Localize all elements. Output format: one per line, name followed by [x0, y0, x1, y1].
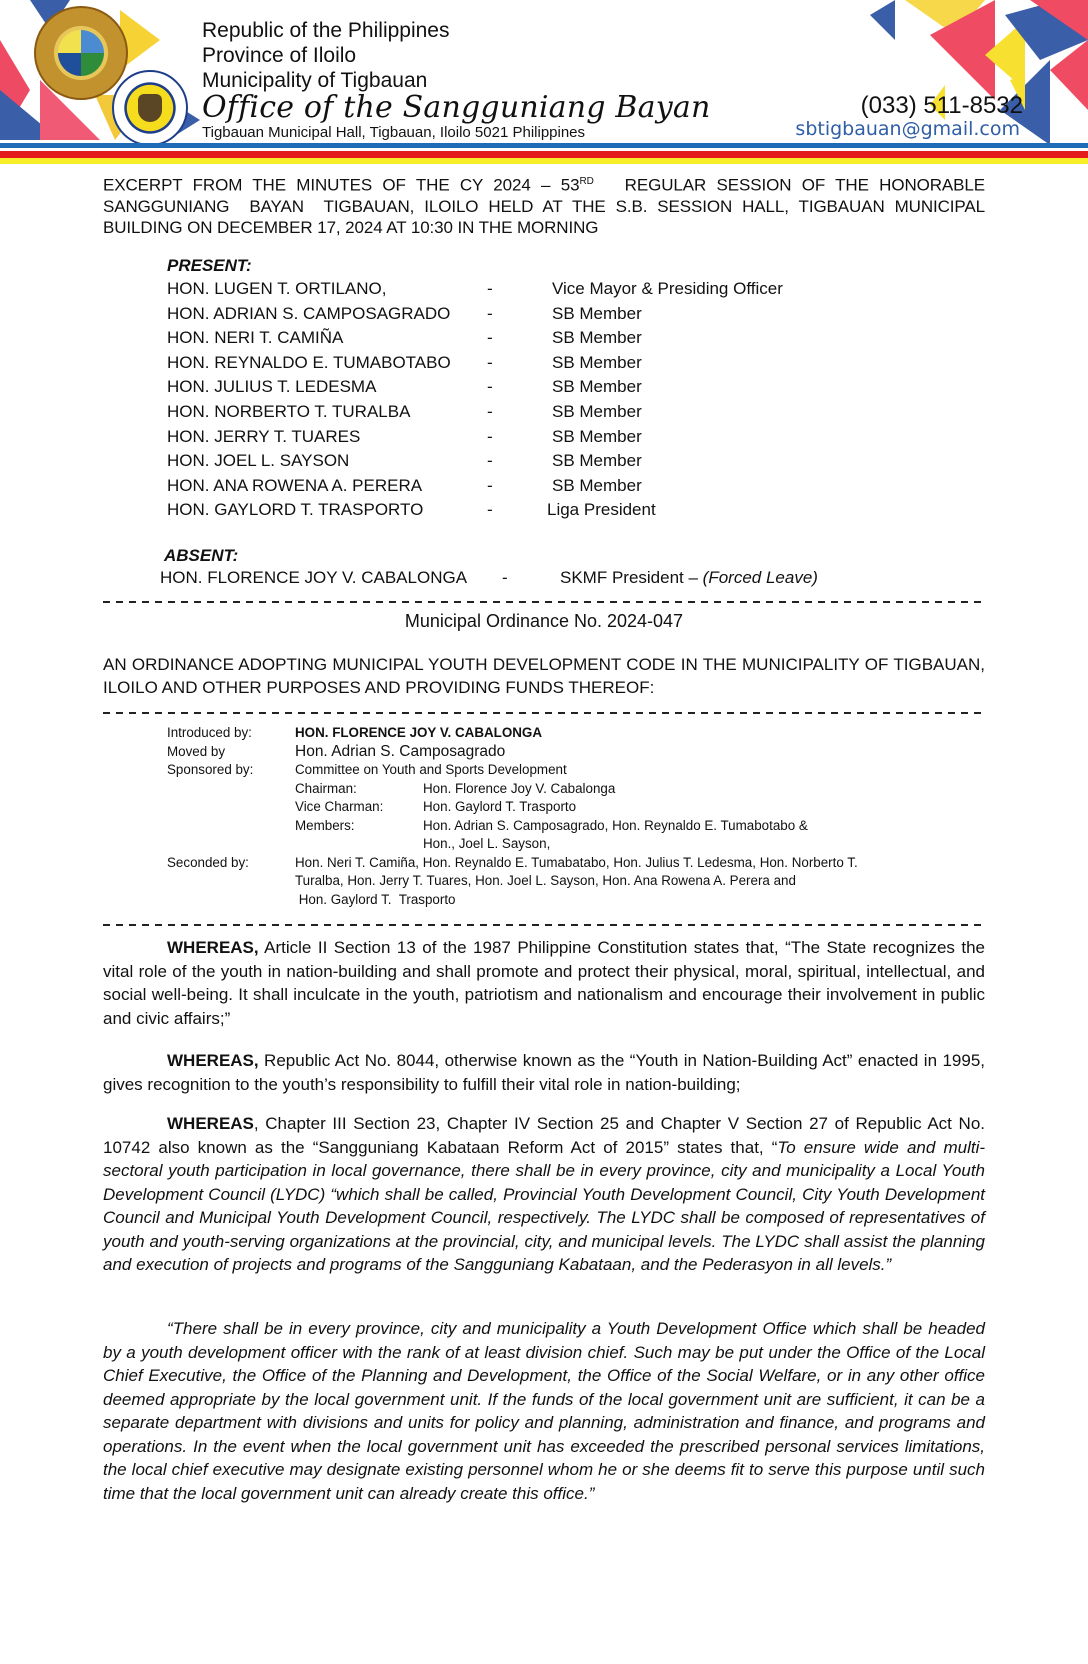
attendee-role: SB Member — [552, 328, 642, 348]
whereas-clause-text: , Chapter III Section 23, Chapter IV Section 25 and Chapter V Section 27 of Republic Act No. 10742 also known as the “Sangguniang Kabataan Reform Act of 2015” states that, “ — [103, 1114, 985, 1157]
whereas-clause-text: Article II Section 13 of the 1987 Philippine Constitution states that, “The State recognizes the vital role of the youth in nation-building and shall promote and protect their physical, moral, spiritual, intellectual, and social well-being. It shall inculcate in the youth, patriotism and nationalism and encourage their involvement in public and civic affairs;” — [103, 938, 985, 1028]
seconded-by-value-line-3: Hon. Gaylord T. Trasporto — [295, 891, 456, 907]
attendee-name: HON. REYNALDO E. TUMABOTABO — [167, 352, 451, 372]
moved-by-value: Hon. Adrian S. Camposagrado — [295, 742, 506, 760]
separator-dash: - — [487, 352, 493, 372]
attendee-role: SB Member — [552, 377, 642, 397]
whereas-clause-1 — [103, 936, 985, 1030]
office-address: Tigbauan Municipal Hall, Tigbauan, Iloilo 5021 Philippines — [202, 124, 586, 141]
whereas-clause-2 — [103, 1049, 985, 1096]
phone-number: (033) 511-8532 — [860, 92, 1023, 119]
seconded-by-value-line-1: Hon. Neri T. Camiña, Hon. Reynaldo E. Tumabatabo, Hon. Julius T. Ledesma, Hon. Norberto T. — [295, 854, 858, 870]
letterhead-text — [202, 18, 711, 141]
whereas-keyword: WHEREAS, — [167, 1051, 259, 1070]
header-stripe-blue — [0, 143, 1088, 148]
separator-dash: - — [487, 500, 493, 520]
quoted-provision — [103, 1317, 985, 1505]
intro-text-1: EXCERPT FROM THE MINUTES OF THE CY 2024 – 53 — [103, 175, 580, 195]
members-value-line-2: Hon., Joel L. Sayson, — [423, 836, 551, 851]
attendee-name: HON. LUGEN T. ORTILANO, — [167, 279, 387, 298]
attendee-row — [167, 351, 867, 376]
absentee-role — [560, 567, 818, 589]
sangguniang-bayan-seal-logo — [112, 70, 188, 146]
dashed-divider — [103, 924, 983, 926]
attendee-name: HON. JERRY T. TUARES — [167, 426, 361, 446]
attendee-row — [167, 277, 867, 302]
separator-dash: - — [487, 377, 493, 397]
attendee-role: SB Member — [552, 401, 642, 421]
whereas-clause-3 — [103, 1112, 985, 1277]
separator-dash: - — [487, 279, 493, 298]
attendee-role: Liga President — [547, 500, 656, 520]
attendee-name: HON. JULIUS T. LEDESMA — [167, 377, 377, 397]
vice-chairman-row — [295, 798, 927, 817]
email-address: sbtigbauan@gmail.com — [795, 118, 1020, 140]
attendee-role: SB Member — [552, 475, 642, 495]
header-stripe-yellow — [0, 158, 1088, 164]
republic-line: Republic of the Philippines — [202, 19, 450, 42]
attendee-name: HON. JOEL L. SAYSON — [167, 451, 350, 471]
ordinance-number: Municipal Ordinance No. 2024-047 — [404, 611, 684, 631]
whereas-keyword: WHEREAS, — [167, 938, 259, 957]
separator-dash: - — [487, 303, 493, 323]
seconded-by-row — [167, 854, 927, 910]
attendee-name: HON. GAYLORD T. TRASPORTO — [167, 500, 424, 520]
chairman-value: Hon. Florence Joy V. Cabalonga — [423, 780, 616, 796]
attendee-name: HON. NORBERTO T. TURALBA — [167, 401, 411, 421]
whereas-keyword: WHEREAS — [167, 1114, 254, 1133]
header-stripe-red — [0, 151, 1088, 158]
attendee-row — [167, 449, 867, 474]
seconded-by-value-line-2: Turalba, Hon. Jerry T. Tuares, Hon. Joel L. Sayson, Hon. Ana Rowena A. Perera and — [295, 873, 796, 888]
seconded-by-label: Seconded by: — [167, 854, 249, 870]
vice-chairman-value: Hon. Gaylord T. Trasporto — [423, 799, 577, 814]
province-line: Province of Iloilo — [202, 44, 357, 67]
sponsored-by-row — [167, 761, 927, 780]
attendee-role: SB Member — [552, 451, 642, 471]
quoted-provision-text: “There shall be in every province, city and municipality a Youth Development Office which shall be headed by a youth development officer with the rank of at least division chief. Such may be put under the Office of the Local Chief Executive, the Office of the Planning and Development, the Office of the Social Welfare, or in any other office deemed appropriate by the local government unit. If the funds of the local government unit are sufficient, it can be a separate department with divisions and units for policy and planning, administration and finance, and programs and operations. In the event when the local government unit has exceeded the prescribed personal services limitations, the local chief executive may designate existing personnel whom he or she deems fit to serve this purpose until such time that the local government unit can already create this office.” — [103, 1319, 985, 1503]
ordinance-title: AN ORDINANCE ADOPTING MUNICIPAL YOUTH DEVELOPMENT CODE IN THE MUNICIPALITY OF TIGBAUAN, ILOILO AND OTHER PURPOSES AND PROVIDING FUNDS THEREOF: — [103, 655, 985, 697]
members-value-line-1: Hon. Adrian S. Camposagrado, Hon. Reynaldo E. Tumabotabo & — [423, 817, 808, 833]
attendee-name: HON. ADRIAN S. CAMPOSAGRADO — [167, 303, 451, 323]
ordinal-superscript: RD — [579, 176, 594, 187]
present-roster — [167, 255, 867, 523]
attendee-role: SB Member — [552, 426, 642, 446]
sponsored-by-value: Committee on Youth and Sports Development — [295, 762, 567, 777]
introduced-by-label: Introduced by: — [167, 725, 252, 740]
intro-text-2: REGULAR SESSION OF THE HONORABLE SANGGUNIANG BAYAN TIGBAUAN, ILOILO HELD AT THE S.B. SESSION HALL, TIGBAUAN MUNICIPAL BUILDING ON DECEMBER 17, 2024 AT 10:30 IN THE MORNING — [103, 175, 990, 237]
office-title: Office of the Sangguniang Bayan — [202, 90, 711, 125]
attendee-name: HON. NERI T. CAMIÑA — [167, 328, 344, 348]
chairman-label: Chairman: — [295, 780, 357, 796]
absent-roster — [160, 545, 960, 589]
sponsored-by-label: Sponsored by: — [167, 762, 254, 777]
moved-by-row — [167, 743, 927, 762]
attendee-role: SB Member — [552, 303, 642, 323]
chairman-row — [295, 780, 927, 799]
moved-by-label: Moved by — [167, 743, 226, 759]
absence-reason: (Forced Leave) — [702, 568, 818, 587]
absentee-row — [160, 567, 960, 589]
attendee-row — [167, 474, 867, 499]
letterhead — [0, 0, 1088, 170]
absentee-name: HON. FLORENCE JOY V. CABALONGA — [160, 568, 468, 587]
attendee-role: Vice Mayor & Presiding Officer — [552, 279, 783, 298]
attendee-name: HON. ANA ROWENA A. PERERA — [167, 475, 423, 495]
whereas-clause-text: Republic Act No. 8044, otherwise known as the “Youth in Nation-Building Act” enacted in 1995, gives recognition to the youth’s responsibility to fulfill their vital role in nation-building; — [103, 1051, 985, 1094]
municipality-seal-logo — [34, 6, 128, 100]
introduced-by-row — [167, 724, 927, 743]
present-label: PRESENT: — [167, 256, 252, 275]
attendee-row — [167, 425, 867, 450]
separator-dash: - — [487, 451, 493, 471]
attendee-row — [167, 400, 867, 425]
members-label: Members: — [295, 817, 355, 833]
ordinance-sponsorship — [167, 724, 927, 909]
attendee-row — [167, 498, 867, 523]
vice-chairman-label: Vice Charman: — [295, 799, 384, 814]
dashed-divider — [103, 601, 983, 603]
separator-dash: - — [487, 475, 493, 495]
absent-label: ABSENT: — [164, 546, 239, 565]
municipality-line: Municipality of Tigbauan — [202, 69, 428, 92]
minutes-excerpt-intro — [103, 171, 990, 238]
separator-dash: - — [487, 401, 493, 421]
introduced-by-value: HON. FLORENCE JOY V. CABALONGA — [295, 725, 543, 740]
attendee-role: SB Member — [552, 352, 642, 372]
separator-dash: - — [502, 568, 508, 587]
separator-dash: - — [487, 328, 493, 348]
dashed-divider — [103, 712, 983, 714]
separator-dash: - — [487, 426, 493, 446]
deco-triangle — [870, 0, 895, 40]
members-row — [295, 817, 927, 854]
attendee-row — [167, 302, 867, 327]
absentee-role-text: SKMF President – — [560, 568, 703, 587]
quoted-law-text: To ensure wide and multi-sectoral youth participation in local governance, there shall be in every province, city and municipality a Local Youth Development Council (LYDC) “which shall be called, Provincial Youth Development Council, City Youth Development Council and Municipal Youth Development Council, respectively. The LYDC shall be composed of representatives of youth and youth-serving organizations at the provincial, city, and municipal levels. The LYDC shall assist the planning and execution of projects and programs of the Sangguniang Kabataan, and the Pederasyon in all levels.” — [103, 1137, 986, 1274]
attendee-row — [167, 375, 867, 400]
attendee-row — [167, 326, 867, 351]
